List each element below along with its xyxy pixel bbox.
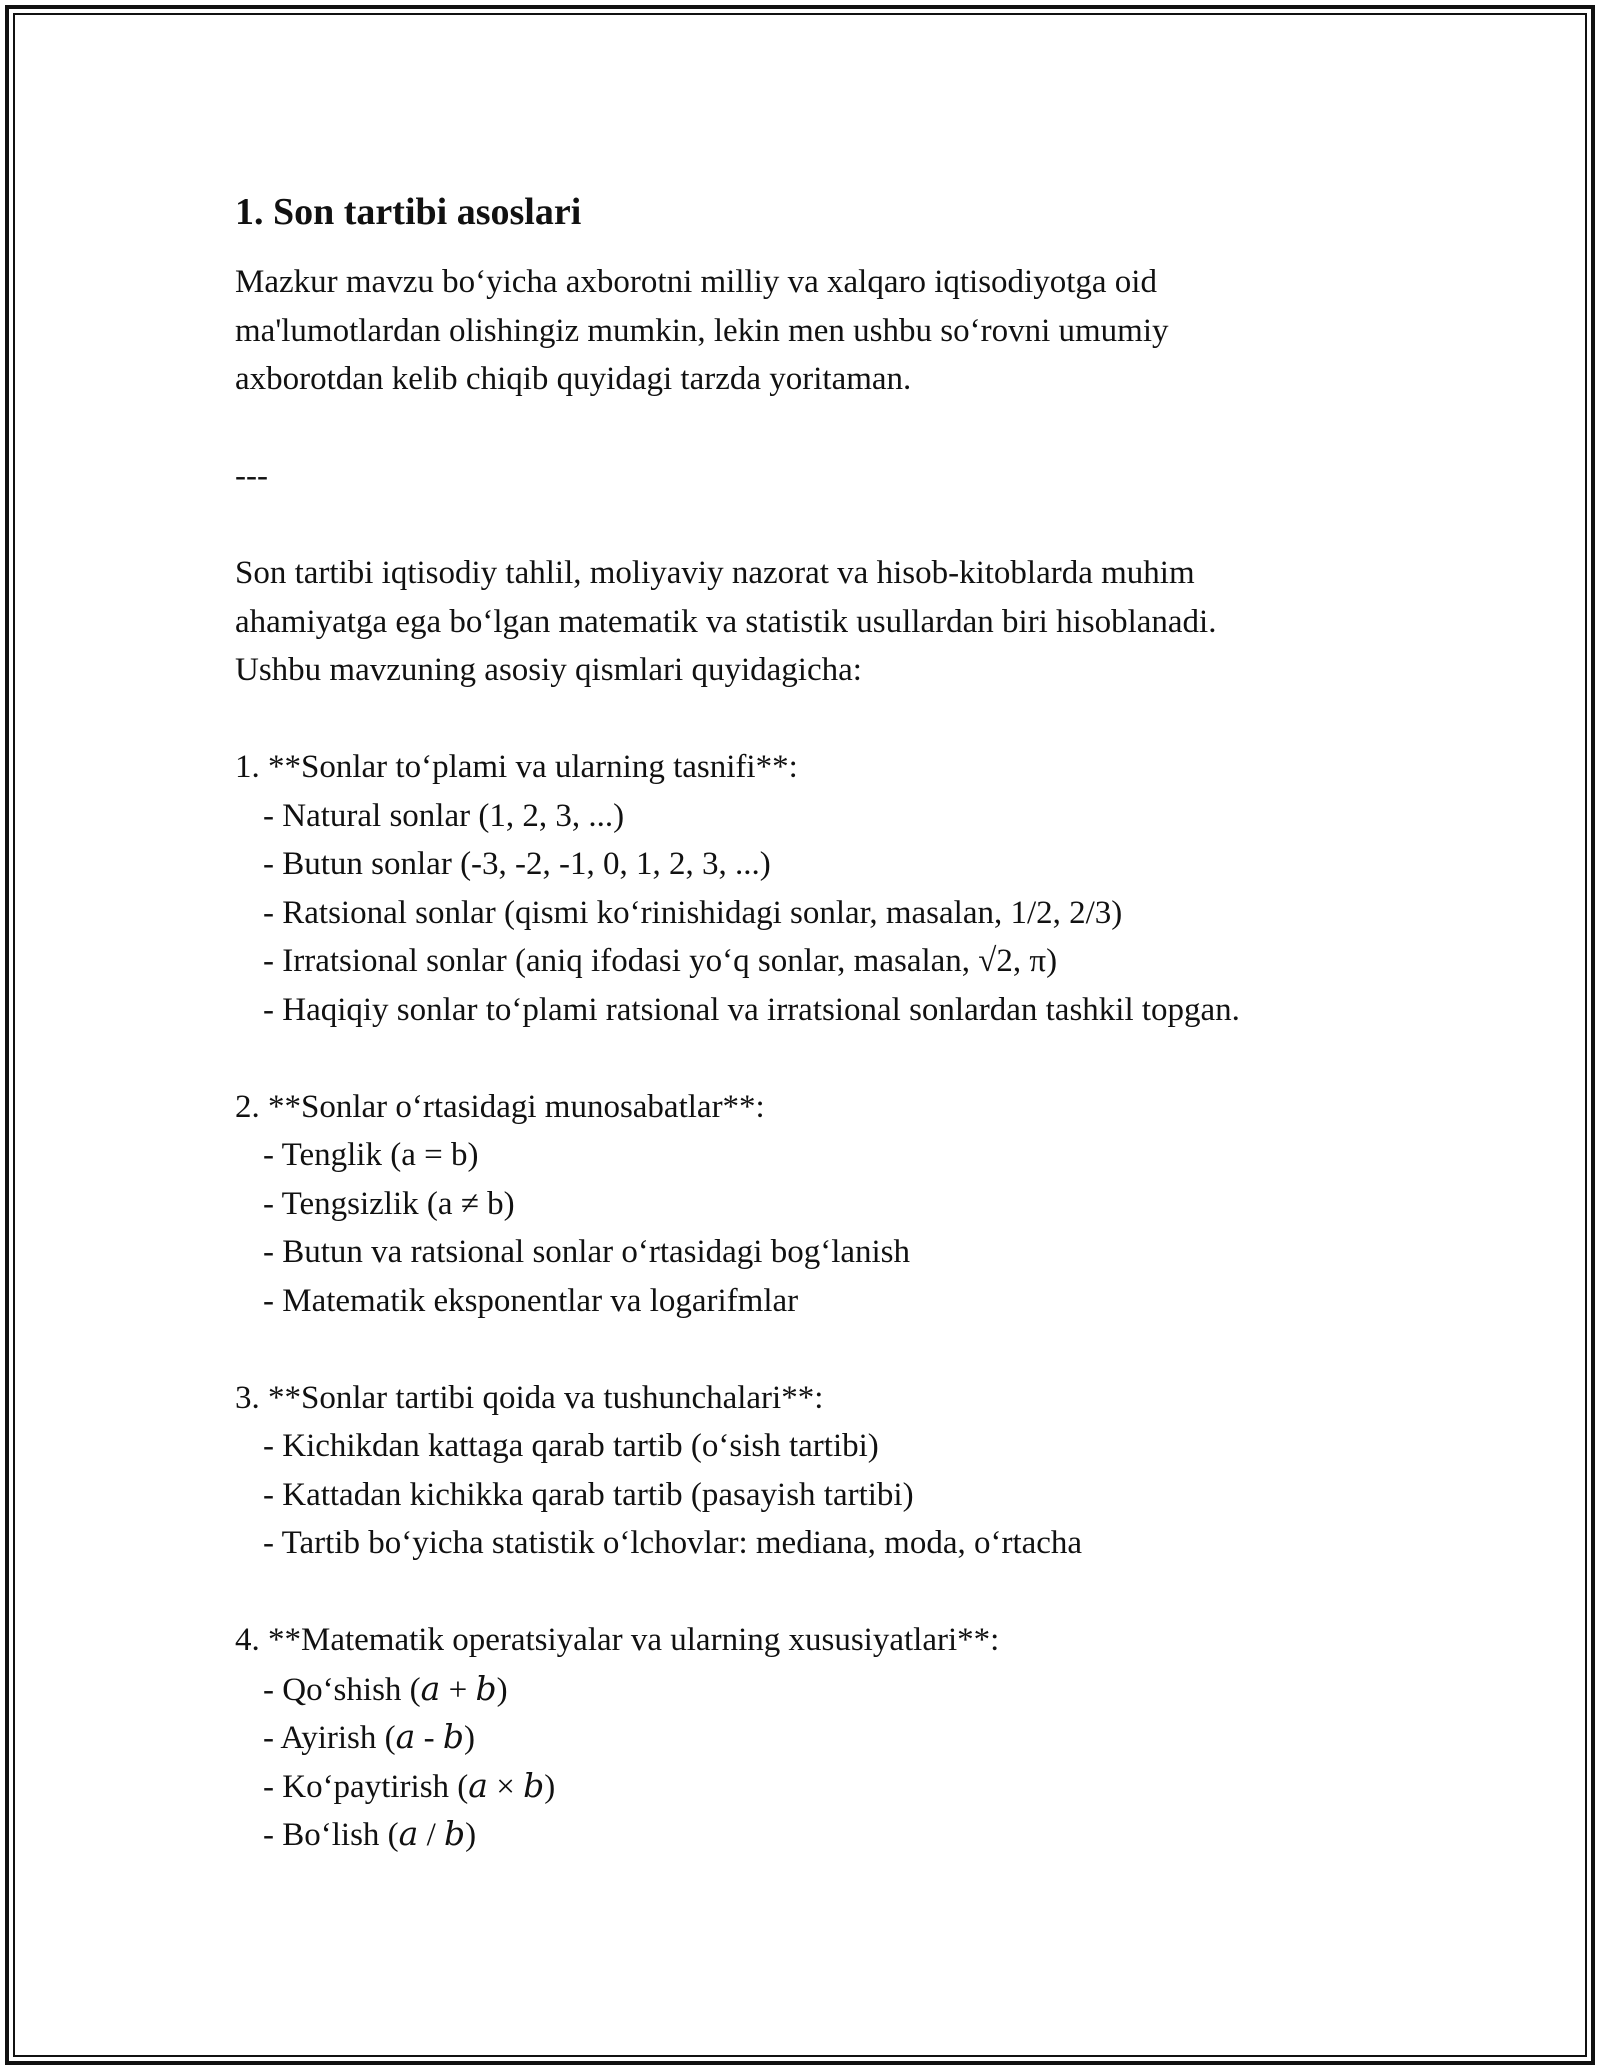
list-section-2 [235,1083,1395,1326]
operation-item [235,1713,1395,1762]
list-item: - Irratsional sonlar (aniq ifodasi yo‘q sonlar, masalan, √2, π) [263,943,1058,979]
math-variable: a [395,1717,416,1756]
math-operator: - [415,1720,443,1756]
math-operator: × [487,1768,524,1805]
math-operator: / [418,1817,445,1853]
list-item: - Tartib bo‘yicha statistik o‘lchovlar: mediana, moda, o‘rtacha [263,1525,1083,1561]
list-item: - Butun va ratsional sonlar o‘rtasidagi bog‘lanish [263,1234,911,1270]
operation-label: - Ayirish ( [263,1720,396,1756]
overview-line: Son tartibi iqtisodiy tahlil, moliyaviy nazorat va hisob-kitoblarda muhim [235,555,1195,591]
list-item: - Tengsizlik (a ≠ b) [263,1185,515,1222]
math-variable: b [475,1668,497,1708]
math-variable: a [420,1668,441,1708]
math-variable: b [444,1814,466,1853]
document-body [235,188,1395,1859]
list-item: - Butun sonlar (-3, -2, -1, 0, 1, 2, 3, ...) [263,846,771,882]
intro-line: axborotdan kelib chiqib quyidagi tarzda yoritaman. [235,361,912,397]
list-section-title: 4. **Matematik operatsiyalar va ularning xususiyatlari**: [235,1622,1000,1658]
list-item: - Haqiqiy sonlar to‘plami ratsional va irratsional sonlardan tashkil topgan. [263,991,1240,1028]
operation-item [235,1810,1395,1859]
operation-item [235,1762,1395,1811]
math-variable: a [468,1765,488,1805]
math-variable: b [523,1765,545,1805]
list-section-3 [235,1374,1395,1568]
list-item: - Kichikdan kattaga qarab tartib (o‘sish tartibi) [263,1428,879,1464]
overview-paragraph [235,549,1395,695]
list-section-title: 2. **Sonlar o‘rtasidagi munosabatlar**: [235,1088,765,1125]
math-variable: a [398,1814,419,1853]
list-section-4 [235,1616,1395,1859]
operation-label: - Ko‘paytirish ( [263,1768,469,1805]
section-heading: 1. Son tartibi asoslari [235,191,582,233]
overview-line: ahamiyatga ega bo‘lgan matematik va statistik usullardan biri hisoblanadi. [235,603,1217,640]
operation-item [235,1665,1395,1714]
closing-paren: ) [463,1720,475,1756]
separator: --- [235,458,268,494]
list-item: - Tenglik (a = b) [263,1137,479,1173]
operation-label: - Bo‘lish ( [263,1817,399,1853]
overview-line: Ushbu mavzuning asosiy qismlari quyidagicha: [235,652,862,688]
list-item: - Kattadan kichikka qarab tartib (pasayish tartibi) [263,1476,914,1513]
math-operator: + [440,1671,476,1708]
operation-label: - Qo‘shish ( [263,1671,421,1708]
closing-paren: ) [544,1768,556,1805]
closing-paren: ) [465,1817,477,1853]
intro-line: Mazkur mavzu bo‘yicha axborotni milliy va xalqaro iqtisodiyotga oid [235,264,1157,300]
closing-paren: ) [496,1671,508,1708]
list-item: - Ratsional sonlar (qismi ko‘rinishidagi sonlar, masalan, 1/2, 2/3) [263,894,1123,931]
list-section-title: 1. **Sonlar to‘plami va ularning tasnifi**: [235,749,798,785]
intro-paragraph [235,258,1395,404]
list-section-title: 3. **Sonlar tartibi qoida va tushunchalari**: [235,1379,824,1416]
list-item: - Natural sonlar (1, 2, 3, ...) [263,797,625,834]
list-section-1 [235,743,1395,1034]
math-variable: b [442,1717,464,1756]
list-item: - Matematik eksponentlar va logarifmlar [263,1282,799,1319]
intro-line: ma'lumotlardan olishingiz mumkin, lekin men ushbu so‘rovni umumiy [235,312,1169,349]
